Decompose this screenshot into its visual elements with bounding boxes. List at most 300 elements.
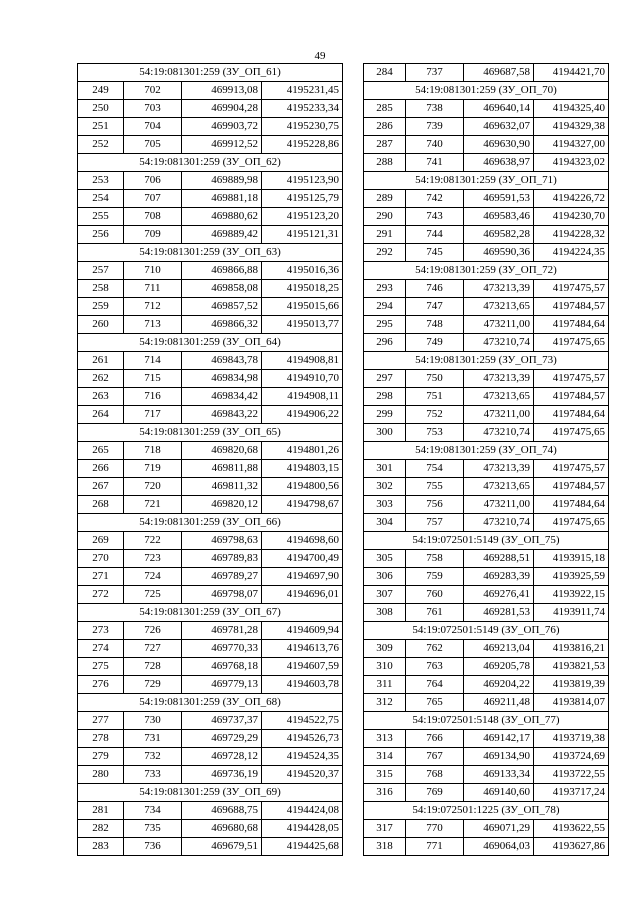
point-number: 734	[124, 802, 182, 820]
coordinate-y: 4195123,90	[262, 172, 343, 190]
row-number: 290	[364, 208, 406, 226]
coordinate-x: 469768,18	[182, 658, 262, 676]
parcel-id: 54:19:072501:5149 (ЗУ_ОП_76)	[364, 622, 609, 640]
coordinate-x: 473211,00	[464, 496, 534, 514]
point-number: 732	[124, 748, 182, 766]
table-row	[78, 190, 343, 208]
point-number: 709	[124, 226, 182, 244]
parcel-id: 54:19:081301:259 (ЗУ_ОП_61)	[78, 64, 343, 82]
point-number: 750	[406, 370, 464, 388]
row-number: 269	[78, 532, 124, 550]
coordinate-x: 469205,78	[464, 658, 534, 676]
row-number: 283	[78, 838, 124, 856]
parcel-id: 54:19:081301:259 (ЗУ_ОП_69)	[78, 784, 343, 802]
point-number: 730	[124, 712, 182, 730]
coordinate-y: 4197484,64	[534, 316, 609, 334]
parcel-id: 54:19:081301:259 (ЗУ_ОП_70)	[364, 82, 609, 100]
row-number: 288	[364, 154, 406, 172]
point-number: 765	[406, 694, 464, 712]
coordinate-y: 4193911,74	[534, 604, 609, 622]
row-number: 276	[78, 676, 124, 694]
parcel-id: 54:19:081301:259 (ЗУ_ОП_64)	[78, 334, 343, 352]
row-number: 307	[364, 586, 406, 604]
coordinate-x: 469889,98	[182, 172, 262, 190]
coordinate-x: 469281,53	[464, 604, 534, 622]
point-number: 718	[124, 442, 182, 460]
coordinate-y: 4193819,39	[534, 676, 609, 694]
table-row	[78, 550, 343, 568]
coordinate-y: 4194698,60	[262, 532, 343, 550]
coordinate-y: 4193724,69	[534, 748, 609, 766]
point-number: 761	[406, 604, 464, 622]
coordinate-y: 4197484,64	[534, 406, 609, 424]
table-row	[78, 532, 343, 550]
parcel-header-row	[78, 784, 343, 802]
point-number: 704	[124, 118, 182, 136]
point-number: 727	[124, 640, 182, 658]
table-row	[364, 838, 609, 856]
table-row	[364, 118, 609, 136]
coordinate-x: 469640,14	[464, 100, 534, 118]
point-number: 708	[124, 208, 182, 226]
row-number: 306	[364, 568, 406, 586]
coordinate-y: 4195228,86	[262, 136, 343, 154]
coordinate-y: 4194520,37	[262, 766, 343, 784]
table-row	[364, 334, 609, 352]
coordinate-y: 4194226,72	[534, 190, 609, 208]
coordinate-y: 4194424,08	[262, 802, 343, 820]
coordinate-y: 4195125,79	[262, 190, 343, 208]
row-number: 260	[78, 316, 124, 334]
table-row	[78, 388, 343, 406]
table-row	[78, 208, 343, 226]
table-row	[78, 712, 343, 730]
point-number: 755	[406, 478, 464, 496]
row-number: 298	[364, 388, 406, 406]
parcel-header-row	[78, 424, 343, 442]
row-number: 289	[364, 190, 406, 208]
coordinate-x: 469582,28	[464, 226, 534, 244]
coordinate-y: 4194228,32	[534, 226, 609, 244]
point-number: 768	[406, 766, 464, 784]
point-number: 757	[406, 514, 464, 532]
point-number: 753	[406, 424, 464, 442]
coordinate-x: 469770,33	[182, 640, 262, 658]
coordinate-y: 4194327,00	[534, 136, 609, 154]
row-number: 252	[78, 136, 124, 154]
row-number: 302	[364, 478, 406, 496]
table-row	[364, 370, 609, 388]
coordinate-y: 4194801,26	[262, 442, 343, 460]
coordinate-x: 469866,32	[182, 316, 262, 334]
coordinate-y: 4194428,05	[262, 820, 343, 838]
point-number: 710	[124, 262, 182, 280]
coordinate-x: 469064,03	[464, 838, 534, 856]
point-number: 769	[406, 784, 464, 802]
coordinate-y: 4193627,86	[534, 838, 609, 856]
coordinate-x: 473213,65	[464, 478, 534, 496]
coordinate-x: 469857,52	[182, 298, 262, 316]
point-number: 715	[124, 370, 182, 388]
table-row	[78, 568, 343, 586]
coordinate-x: 469737,37	[182, 712, 262, 730]
row-number: 286	[364, 118, 406, 136]
row-number: 270	[78, 550, 124, 568]
parcel-header-row	[78, 334, 343, 352]
point-number: 767	[406, 748, 464, 766]
table-row	[78, 820, 343, 838]
parcel-id: 54:19:081301:259 (ЗУ_ОП_67)	[78, 604, 343, 622]
coordinate-x: 469781,28	[182, 622, 262, 640]
table-row	[78, 478, 343, 496]
point-number: 744	[406, 226, 464, 244]
row-number: 315	[364, 766, 406, 784]
table-row	[78, 748, 343, 766]
point-number: 705	[124, 136, 182, 154]
coordinate-x: 469858,08	[182, 280, 262, 298]
table-row	[78, 802, 343, 820]
point-number: 766	[406, 730, 464, 748]
coordinate-x: 469283,39	[464, 568, 534, 586]
table-row	[364, 424, 609, 442]
coordinate-y: 4195231,45	[262, 82, 343, 100]
point-number: 720	[124, 478, 182, 496]
row-number: 253	[78, 172, 124, 190]
parcel-header-row	[364, 802, 609, 820]
point-number: 751	[406, 388, 464, 406]
table-row	[78, 226, 343, 244]
table-row	[78, 82, 343, 100]
parcel-header-row	[364, 442, 609, 460]
table-row	[364, 208, 609, 226]
row-number: 261	[78, 352, 124, 370]
coordinate-x: 469211,48	[464, 694, 534, 712]
row-number: 268	[78, 496, 124, 514]
table-row	[364, 676, 609, 694]
row-number: 296	[364, 334, 406, 352]
table-row	[78, 442, 343, 460]
table-row	[78, 766, 343, 784]
parcel-header-row	[364, 172, 609, 190]
coordinate-y: 4194910,70	[262, 370, 343, 388]
coordinate-x: 469811,32	[182, 478, 262, 496]
row-number: 254	[78, 190, 124, 208]
point-number: 749	[406, 334, 464, 352]
point-number: 702	[124, 82, 182, 100]
coordinate-y: 4194323,02	[534, 154, 609, 172]
row-number: 314	[364, 748, 406, 766]
table-row	[364, 766, 609, 784]
coordinate-y: 4194700,49	[262, 550, 343, 568]
parcel-header-row	[78, 154, 343, 172]
row-number: 305	[364, 550, 406, 568]
table-row	[78, 100, 343, 118]
table-row	[78, 406, 343, 424]
point-number: 721	[124, 496, 182, 514]
parcel-header-row	[364, 622, 609, 640]
parcel-id: 54:19:072501:5148 (ЗУ_ОП_77)	[364, 712, 609, 730]
row-number: 303	[364, 496, 406, 514]
parcel-header-row	[364, 532, 609, 550]
point-number: 711	[124, 280, 182, 298]
parcel-id: 54:19:081301:259 (ЗУ_ОП_66)	[78, 514, 343, 532]
point-number: 741	[406, 154, 464, 172]
coordinate-y: 4194803,15	[262, 460, 343, 478]
coordinate-x: 469638,97	[464, 154, 534, 172]
page-number: 49	[314, 50, 326, 62]
table-row	[78, 316, 343, 334]
row-number: 317	[364, 820, 406, 838]
point-number: 737	[406, 64, 464, 82]
point-number: 719	[124, 460, 182, 478]
row-number: 292	[364, 244, 406, 262]
coordinate-x: 469789,83	[182, 550, 262, 568]
point-number: 742	[406, 190, 464, 208]
coordinate-y: 4193622,55	[534, 820, 609, 838]
row-number: 281	[78, 802, 124, 820]
row-number: 278	[78, 730, 124, 748]
coordinate-y: 4194798,67	[262, 496, 343, 514]
point-number: 752	[406, 406, 464, 424]
table-row	[364, 280, 609, 298]
point-number: 738	[406, 100, 464, 118]
row-number: 300	[364, 424, 406, 442]
coordinate-y: 4194224,35	[534, 244, 609, 262]
coordinate-x: 469903,72	[182, 118, 262, 136]
table-row	[78, 352, 343, 370]
point-number: 745	[406, 244, 464, 262]
coordinate-y: 4197475,65	[534, 424, 609, 442]
coordinate-x: 469798,63	[182, 532, 262, 550]
table-row	[364, 586, 609, 604]
point-number: 743	[406, 208, 464, 226]
point-number: 706	[124, 172, 182, 190]
table-row	[78, 136, 343, 154]
row-number: 279	[78, 748, 124, 766]
table-row	[78, 280, 343, 298]
coordinate-y: 4195018,25	[262, 280, 343, 298]
parcel-header-row	[364, 352, 609, 370]
parcel-id: 54:19:072501:5149 (ЗУ_ОП_75)	[364, 532, 609, 550]
coordinate-x: 473211,00	[464, 406, 534, 424]
parcel-header-row	[78, 694, 343, 712]
coordinate-y: 4193816,21	[534, 640, 609, 658]
row-number: 310	[364, 658, 406, 676]
table-row	[364, 568, 609, 586]
table-row	[364, 136, 609, 154]
table-row	[364, 226, 609, 244]
row-number: 264	[78, 406, 124, 424]
coordinate-x: 473213,39	[464, 460, 534, 478]
coordinate-x: 469904,28	[182, 100, 262, 118]
coordinate-x: 469834,42	[182, 388, 262, 406]
coordinate-y: 4194425,68	[262, 838, 343, 856]
table-row	[78, 658, 343, 676]
row-number: 258	[78, 280, 124, 298]
coordinate-y: 4197484,64	[534, 496, 609, 514]
row-number: 287	[364, 136, 406, 154]
table-row	[364, 388, 609, 406]
table-row	[364, 478, 609, 496]
point-number: 770	[406, 820, 464, 838]
table-row	[364, 406, 609, 424]
coordinate-x: 473210,74	[464, 424, 534, 442]
coordinate-y: 4195121,31	[262, 226, 343, 244]
coordinate-y: 4194800,56	[262, 478, 343, 496]
coordinate-y: 4195013,77	[262, 316, 343, 334]
table-row	[364, 316, 609, 334]
coordinate-x: 469834,98	[182, 370, 262, 388]
point-number: 729	[124, 676, 182, 694]
coordinate-y: 4194526,73	[262, 730, 343, 748]
point-number: 763	[406, 658, 464, 676]
point-number: 762	[406, 640, 464, 658]
table-row	[364, 604, 609, 622]
coordinate-y: 4197484,57	[534, 388, 609, 406]
coordinate-x: 469913,08	[182, 82, 262, 100]
coordinate-x: 469204,22	[464, 676, 534, 694]
point-number: 760	[406, 586, 464, 604]
row-number: 312	[364, 694, 406, 712]
point-number: 728	[124, 658, 182, 676]
coordinate-y: 4197475,57	[534, 460, 609, 478]
coordinate-x: 469583,46	[464, 208, 534, 226]
row-number: 259	[78, 298, 124, 316]
coordinate-y: 4194908,11	[262, 388, 343, 406]
row-number: 250	[78, 100, 124, 118]
coordinate-y: 4193719,38	[534, 730, 609, 748]
coordinate-x: 469779,13	[182, 676, 262, 694]
coordinate-y: 4197475,65	[534, 514, 609, 532]
coordinate-y: 4194421,70	[534, 64, 609, 82]
parcel-id: 54:19:081301:259 (ЗУ_ОП_62)	[78, 154, 343, 172]
row-number: 266	[78, 460, 124, 478]
point-number: 764	[406, 676, 464, 694]
point-number: 740	[406, 136, 464, 154]
coordinate-x: 469134,90	[464, 748, 534, 766]
point-number: 724	[124, 568, 182, 586]
coordinate-y: 4197475,65	[534, 334, 609, 352]
row-number: 313	[364, 730, 406, 748]
parcel-id: 54:19:081301:259 (ЗУ_ОП_65)	[78, 424, 343, 442]
row-number: 318	[364, 838, 406, 856]
coordinate-x: 469889,42	[182, 226, 262, 244]
point-number: 725	[124, 586, 182, 604]
coordinate-x: 469630,90	[464, 136, 534, 154]
coordinate-x: 473213,39	[464, 370, 534, 388]
coordinate-y: 4197475,57	[534, 370, 609, 388]
coordinate-y: 4194230,70	[534, 208, 609, 226]
parcel-header-row	[364, 82, 609, 100]
coordinate-x: 473213,65	[464, 388, 534, 406]
table-row	[78, 172, 343, 190]
row-number: 299	[364, 406, 406, 424]
coordinate-y: 4194522,75	[262, 712, 343, 730]
row-number: 294	[364, 298, 406, 316]
point-number: 748	[406, 316, 464, 334]
coordinate-x: 469590,36	[464, 244, 534, 262]
parcel-id: 54:19:081301:259 (ЗУ_ОП_68)	[78, 694, 343, 712]
coordinate-y: 4197484,57	[534, 298, 609, 316]
coordinate-x: 469688,75	[182, 802, 262, 820]
row-number: 295	[364, 316, 406, 334]
row-number: 301	[364, 460, 406, 478]
row-number: 280	[78, 766, 124, 784]
coordinate-x: 469736,19	[182, 766, 262, 784]
parcel-id: 54:19:081301:259 (ЗУ_ОП_72)	[364, 262, 609, 280]
coordinate-y: 4194329,38	[534, 118, 609, 136]
coordinate-y: 4194607,59	[262, 658, 343, 676]
coordinate-x: 469140,60	[464, 784, 534, 802]
table-row	[364, 64, 609, 82]
coordinate-x: 469071,29	[464, 820, 534, 838]
row-number: 251	[78, 118, 124, 136]
coordinate-x: 469811,88	[182, 460, 262, 478]
point-number: 712	[124, 298, 182, 316]
point-number: 717	[124, 406, 182, 424]
parcel-id: 54:19:072501:1225 (ЗУ_ОП_78)	[364, 802, 609, 820]
table-row	[364, 154, 609, 172]
point-number: 726	[124, 622, 182, 640]
coordinate-x: 469142,17	[464, 730, 534, 748]
row-number: 263	[78, 388, 124, 406]
coordinate-y: 4194696,01	[262, 586, 343, 604]
table-row	[78, 496, 343, 514]
coordinate-x: 469213,04	[464, 640, 534, 658]
table-row	[364, 298, 609, 316]
coordinate-x: 469729,29	[182, 730, 262, 748]
coordinate-y: 4193821,53	[534, 658, 609, 676]
table-row	[364, 460, 609, 478]
point-number: 747	[406, 298, 464, 316]
coordinate-x: 469843,78	[182, 352, 262, 370]
table-row	[364, 658, 609, 676]
coordinate-y: 4195230,75	[262, 118, 343, 136]
coordinate-y: 4195233,34	[262, 100, 343, 118]
point-number: 707	[124, 190, 182, 208]
table-row	[364, 550, 609, 568]
coordinate-x: 469798,07	[182, 586, 262, 604]
row-number: 316	[364, 784, 406, 802]
coordinate-y: 4195015,66	[262, 298, 343, 316]
parcel-header-row	[364, 262, 609, 280]
coordinate-y: 4194906,22	[262, 406, 343, 424]
row-number: 267	[78, 478, 124, 496]
row-number: 274	[78, 640, 124, 658]
row-number: 282	[78, 820, 124, 838]
coordinate-x: 469133,34	[464, 766, 534, 784]
coordinate-y: 4194325,40	[534, 100, 609, 118]
parcel-header-row	[78, 604, 343, 622]
coordinate-y: 4193717,24	[534, 784, 609, 802]
row-number: 284	[364, 64, 406, 82]
row-number: 273	[78, 622, 124, 640]
parcel-id: 54:19:081301:259 (ЗУ_ОП_71)	[364, 172, 609, 190]
coordinate-y: 4193922,15	[534, 586, 609, 604]
coordinate-y: 4193925,59	[534, 568, 609, 586]
coordinate-x: 469881,18	[182, 190, 262, 208]
row-number: 291	[364, 226, 406, 244]
parcel-id: 54:19:081301:259 (ЗУ_ОП_74)	[364, 442, 609, 460]
point-number: 714	[124, 352, 182, 370]
point-number: 735	[124, 820, 182, 838]
coordinate-y: 4194908,81	[262, 352, 343, 370]
coordinate-x: 469843,22	[182, 406, 262, 424]
table-row	[364, 190, 609, 208]
coordinate-y: 4194613,76	[262, 640, 343, 658]
point-number: 703	[124, 100, 182, 118]
table-row	[364, 244, 609, 262]
